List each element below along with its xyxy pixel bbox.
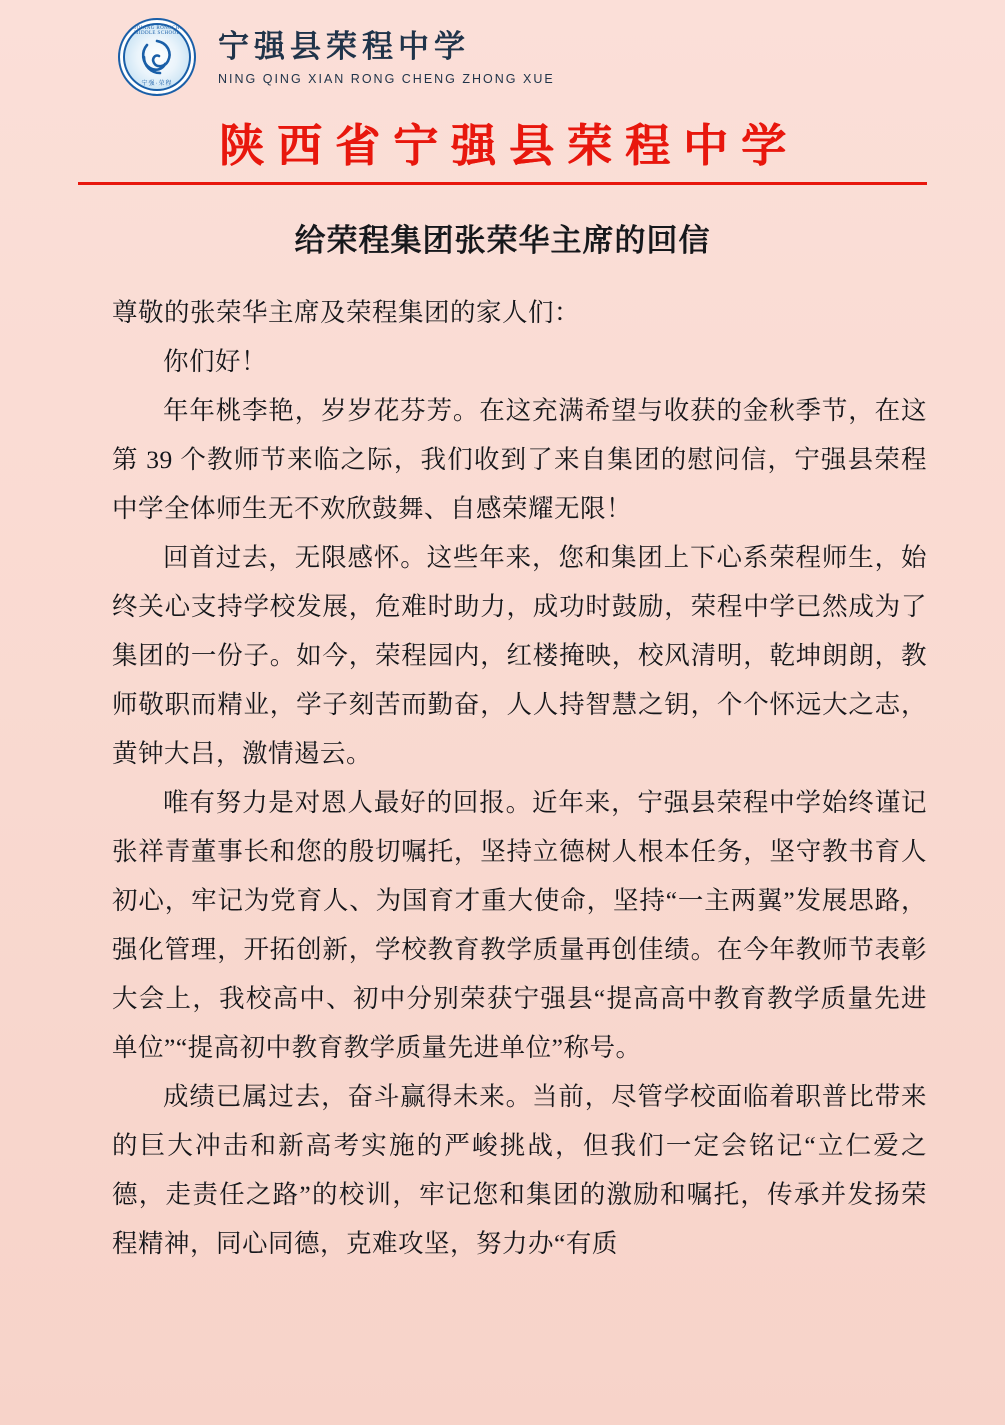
- letter-subtitle: 给荣程集团张荣华主席的回信: [294, 223, 711, 259]
- school-logo-icon: [118, 18, 196, 96]
- school-name-chinese: 宁强县荣程中学: [218, 29, 470, 65]
- letter-paragraph-1: 年年桃李艳，岁岁花芬芳。在这充满希望与收获的金秋季节，在这第 39 个教师节来临之际，我们收到了来自集团的慰问信，宁强县荣程中学全体师生无不欢欣鼓舞、自感荣耀无限！: [112, 396, 927, 524]
- logo-ring-bottom-text: 宁强·荣程: [141, 81, 173, 87]
- title-divider: [78, 182, 927, 185]
- letter-paragraph-3: 唯有努力是对恩人最好的回报。近年来，宁强县荣程中学始终谨记张祥青董事长和您的殷切嘱托，坚持立德树人根本任务，坚守教书育人初心，牢记为党育人、为国育才重大使命，坚持“一主两翼”发展思路，强化管理，开拓创新，学校教育教学质量再创佳绩。在今年教师节表彰大会上，我校高中、初中分别荣获宁强县“提高高中教育教学质量先进单位”“提高初中教育教学质量先进单位”称号。: [112, 788, 927, 1063]
- logo-swirl-icon: [135, 35, 179, 79]
- letter-greeting: 你们好！: [163, 347, 268, 377]
- school-name-block: [218, 28, 555, 85]
- letter-body: [0, 288, 1005, 1268]
- letter-salutation: 尊敬的张荣华主席及荣程集团的家人们：: [112, 298, 581, 328]
- letter-paragraph-2: 回首过去，无限感怀。这些年来，您和集团上下心系荣程师生，始终关心支持学校发展，危难时助力，成功时鼓励，荣程中学已然成为了集团的一份子。如今，荣程园内，红楼掩映，校风清明，乾坤朗朗，教师敬职而精业，学子刻苦而勤奋，人人持智慧之钥，个个怀远大之志，黄钟大吕，激情遏云。: [112, 543, 927, 769]
- red-title-block: [0, 118, 1005, 185]
- logo-ring-top-text: NINGQIANG RONGCHENG MIDDLE SCHOOL: [122, 26, 192, 36]
- letterhead: [0, 0, 1005, 96]
- letter-paragraph-4: 成绩已属过去，奋斗赢得未来。当前，尽管学校面临着职普比带来的巨大冲击和新高考实施的严峻挑战，但我们一定会铭记“立仁爱之德，走责任之路”的校训，牢记您和集团的激励和嘱托，传承并发扬荣程精神，同心同德，克难攻坚，努力办“有质: [112, 1082, 927, 1259]
- page-title: 陕西省宁强县荣程中学: [218, 121, 799, 171]
- school-name-pinyin: NING QING XIAN RONG CHENG ZHONG XUE: [218, 71, 555, 86]
